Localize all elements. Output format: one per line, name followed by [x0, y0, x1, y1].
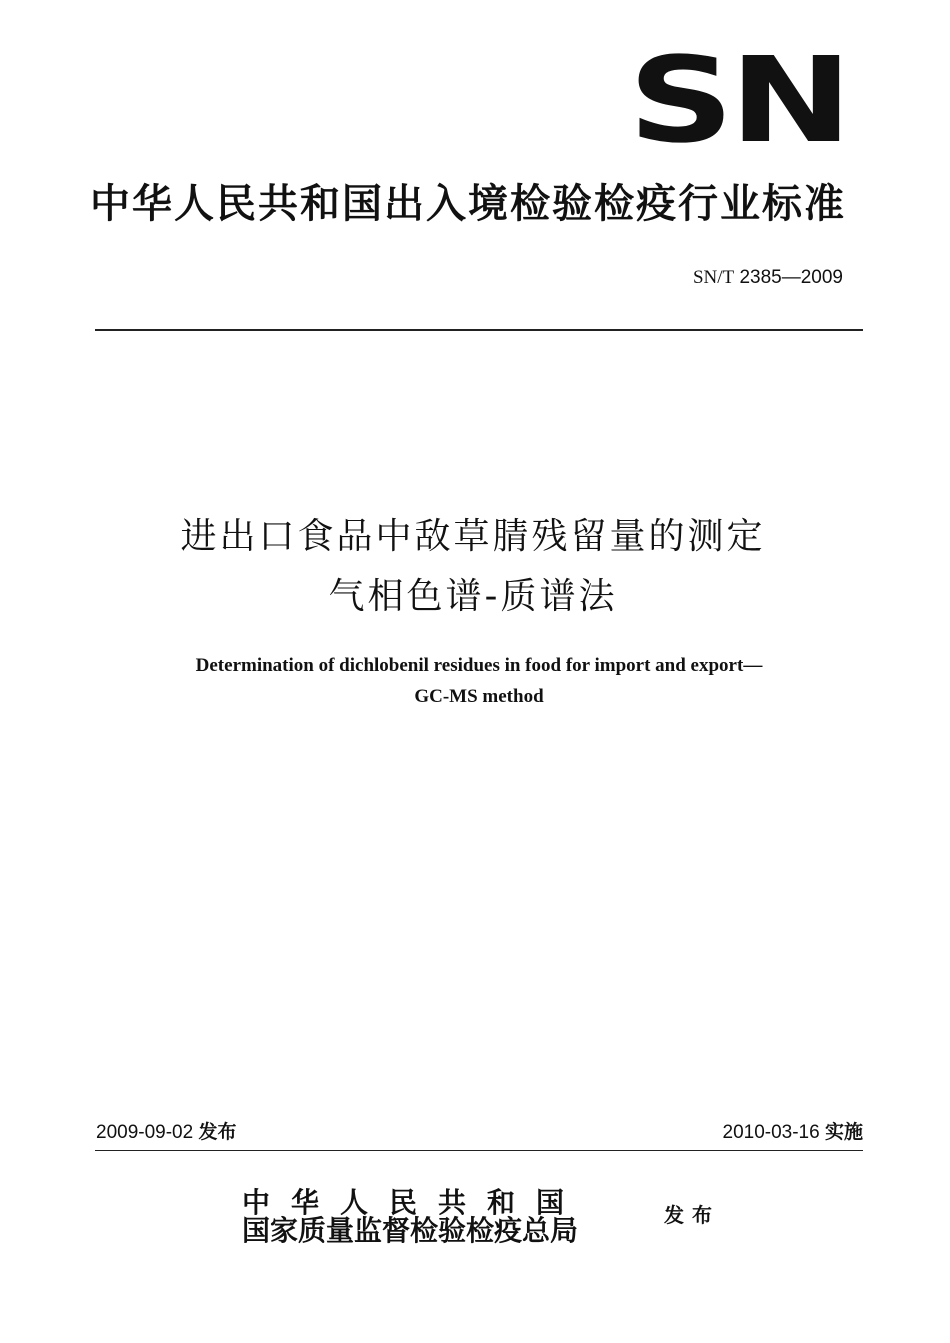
title-cn-line1: 进出口食品中敌草腈残留量的测定: [180, 516, 766, 557]
standard-number-value: 2385—2009: [739, 267, 843, 288]
title-cn-line2: 气相色谱-质谱法: [328, 576, 618, 617]
title-en-line2: GC-MS method: [414, 686, 544, 707]
issuer-line2: 国家质量监督检验检疫总局: [242, 1214, 579, 1247]
release-date-value: 2009-09-02: [96, 1122, 194, 1143]
header-divider: [95, 329, 863, 331]
release-date: [96, 1120, 237, 1145]
standard-number: [693, 266, 843, 290]
release-date-label: 发布: [198, 1121, 237, 1143]
issue-label: 发布: [664, 1203, 720, 1227]
title-en-line1: Determination of dichlobenil residues in food for import and export—: [195, 655, 763, 676]
issuer-line1: 中华人民共和国: [242, 1186, 586, 1219]
standard-number-prefix: SN/T: [692, 267, 735, 288]
implement-date: [723, 1120, 864, 1145]
sn-logo: SN: [628, 31, 848, 169]
footer-divider: [95, 1150, 863, 1151]
industry-standard-category: 中华人民共和国出入境检验检疫行业标准: [90, 181, 846, 227]
implement-date-value: 2010-03-16: [722, 1122, 820, 1143]
implement-date-label: 实施: [824, 1121, 863, 1143]
